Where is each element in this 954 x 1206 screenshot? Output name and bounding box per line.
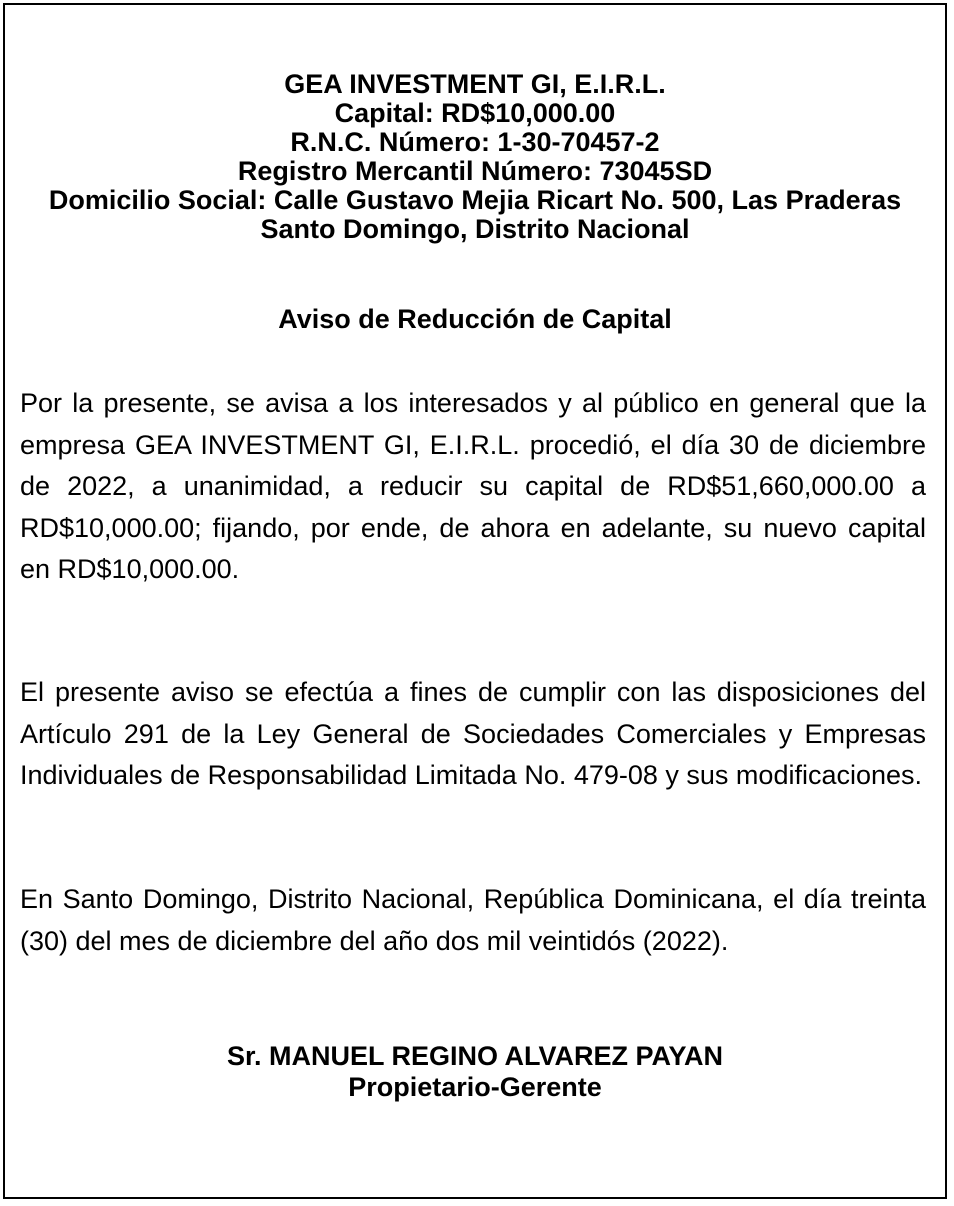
company-rnc: R.N.C. Número: 1-30-70457-2 bbox=[290, 127, 660, 157]
company-domicilio: Domicilio Social: Calle Gustavo Mejia Ricart No. 500, Las Praderas bbox=[48, 185, 902, 215]
notice-paragraph-3: En Santo Domingo, Distrito Nacional, República Dominicana, el día treinta (30) del mes de diciembre del año dos mil veintidós (2022). bbox=[20, 884, 926, 956]
signature-name: Sr. MANUEL REGINO ALVAREZ PAYAN bbox=[226, 1041, 724, 1071]
company-name: GEA INVESTMENT GI, E.I.R.L. bbox=[284, 69, 666, 99]
company-capital: Capital: RD$10,000.00 bbox=[334, 98, 616, 128]
notice-paragraph-1: Por la presente, se avisa a los interesados y al público en general que la empresa GEA INVESTMENT GI, E.I.R.L. procedió, el día 30 de diciembre de 2022, a unanimidad, a reducir su capital de RD$51,660,000.00 a RD$10,000.00; fijando, por ende, de ahora en adelante, su nuevo capital en RD$10,000.00. bbox=[20, 388, 926, 584]
notice-paragraph-2: El presente aviso se efectúa a fines de cumplir con las disposiciones del Artículo 291 de la Ley General de Sociedades Comerciales y Empresas Individuales de Responsabilidad Limitada No. 479-08 y sus modificaciones. bbox=[20, 677, 926, 790]
signature-block bbox=[18, 1041, 932, 1103]
company-header bbox=[18, 70, 932, 244]
signature-role: Propietario-Gerente bbox=[348, 1072, 602, 1102]
company-ciudad: Santo Domingo, Distrito Nacional bbox=[260, 214, 690, 244]
company-registro: Registro Mercantil Número: 73045SD bbox=[237, 156, 713, 186]
notice-title: Aviso de Reducción de Capital bbox=[278, 304, 672, 334]
